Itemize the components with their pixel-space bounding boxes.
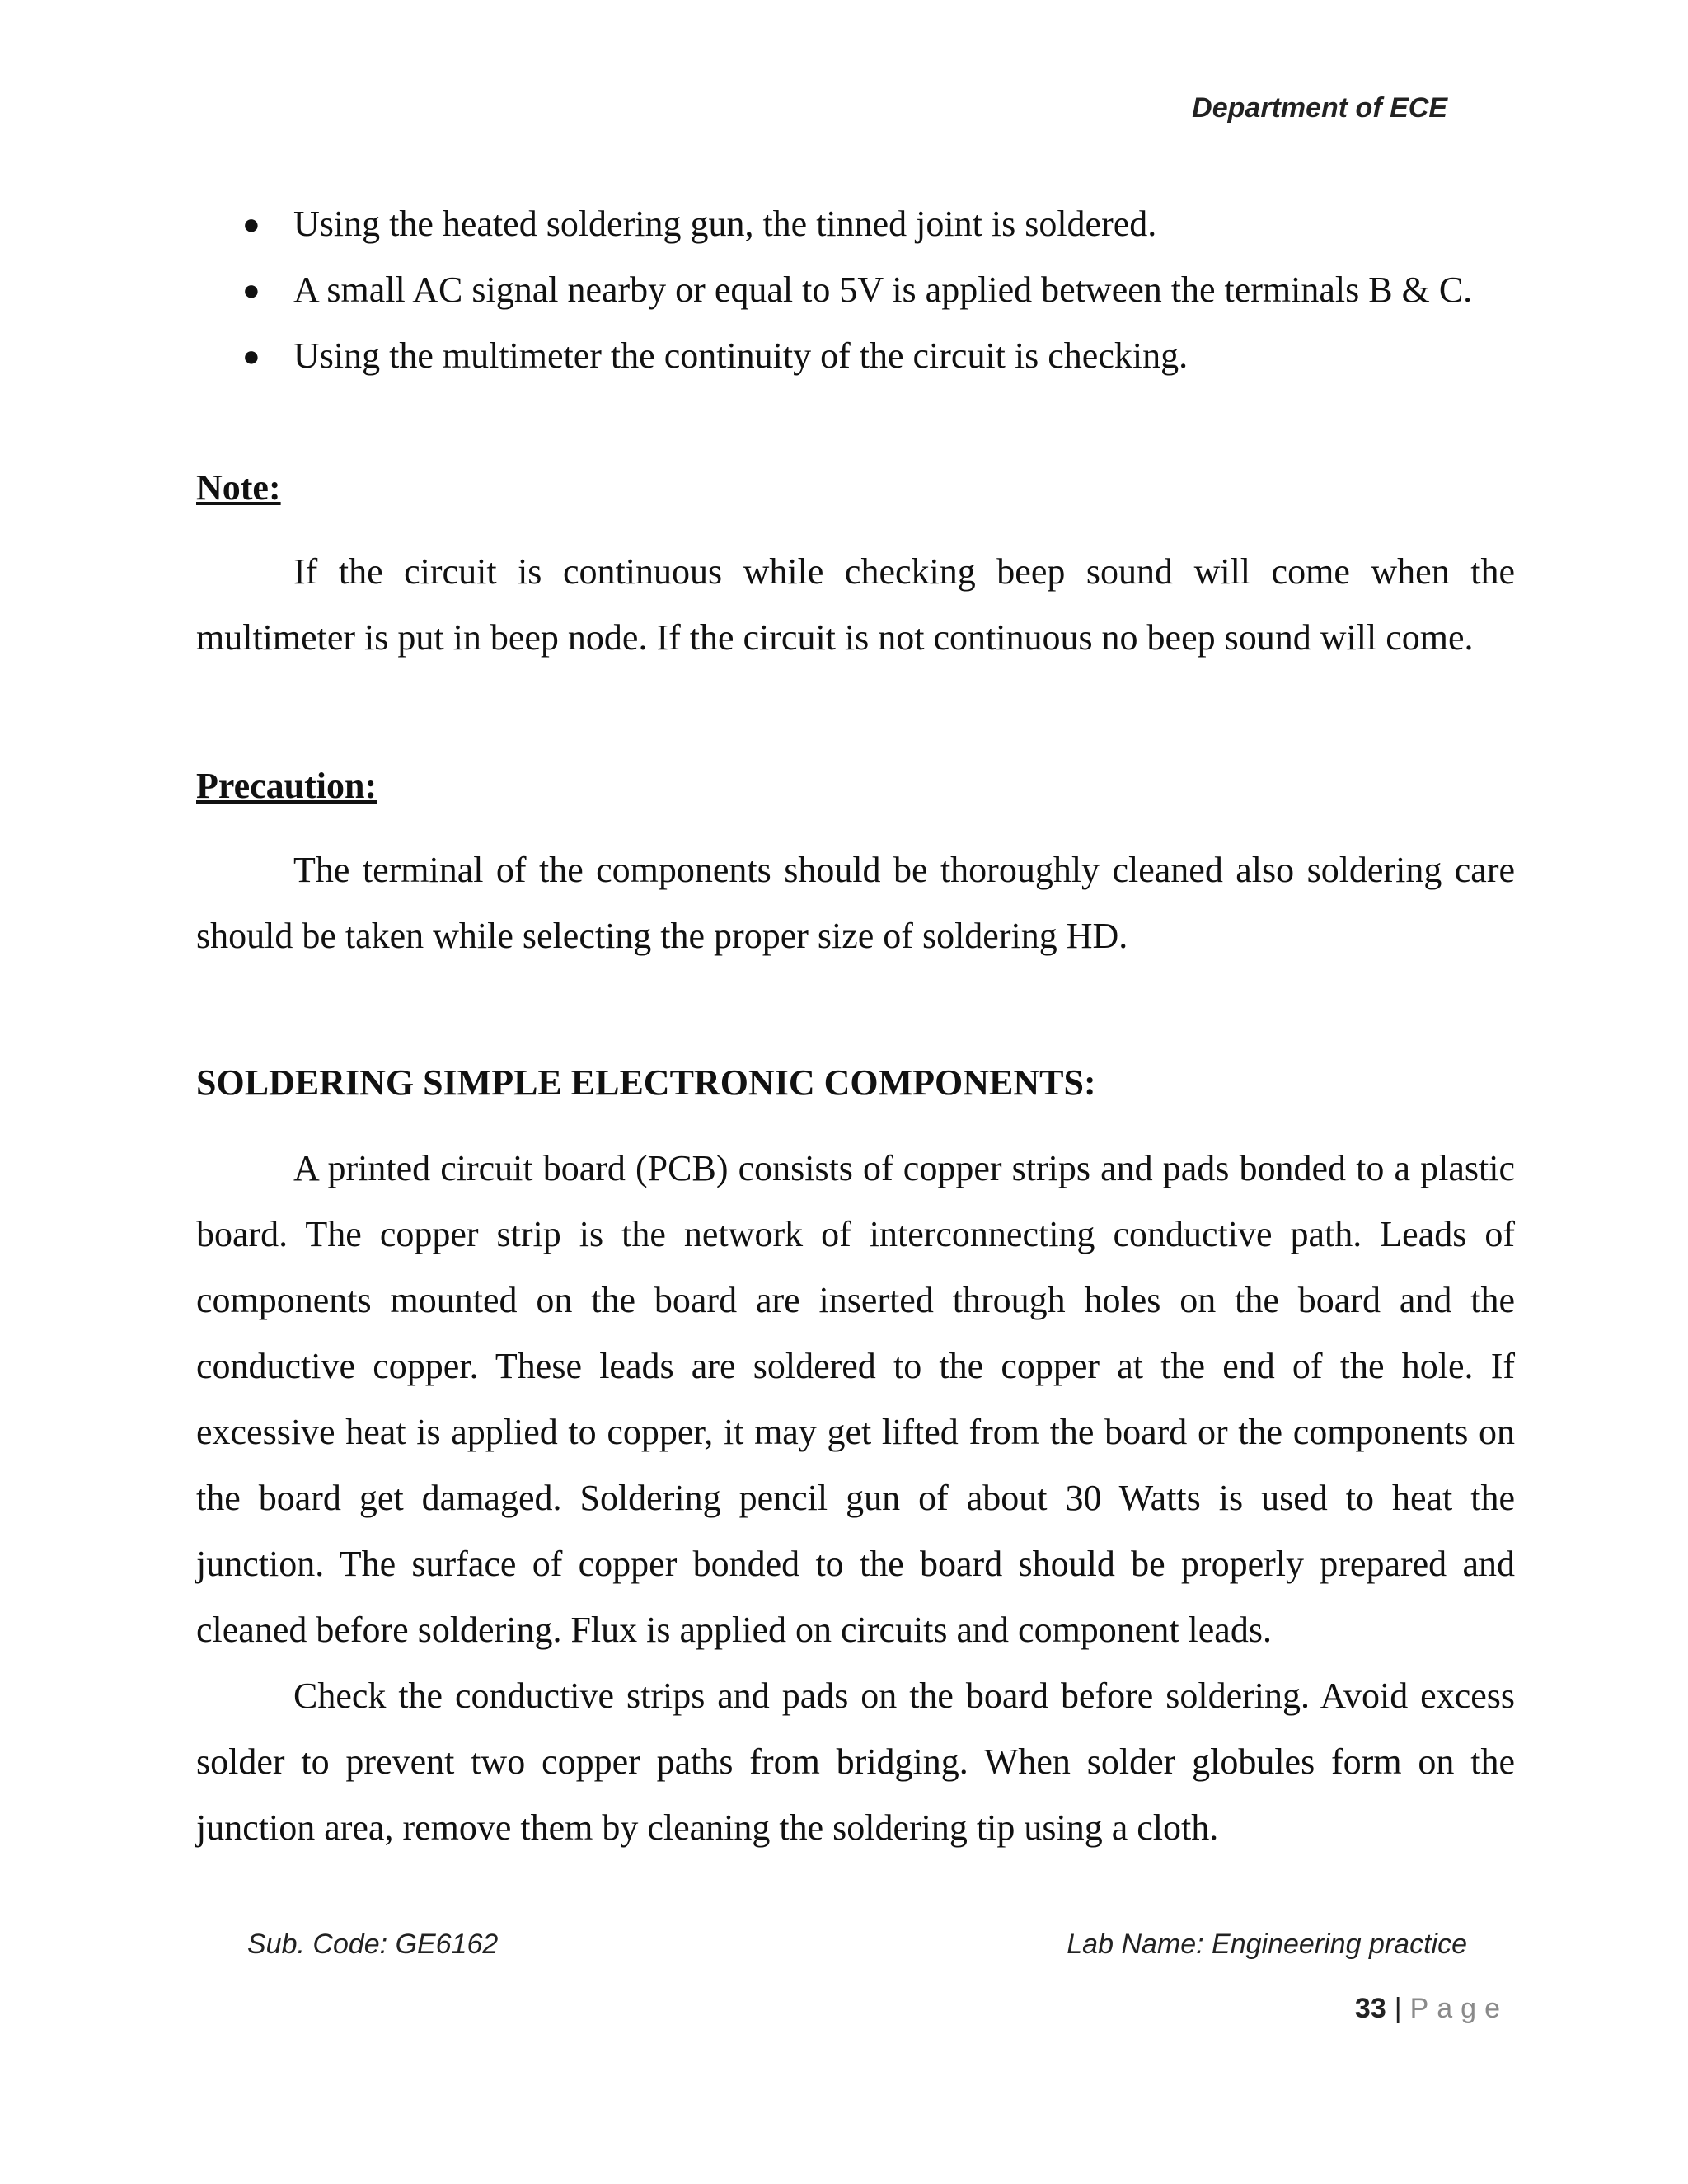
lab-name: Lab Name: Engineering practice [1067, 1929, 1467, 1960]
note-paragraph: If the circuit is continuous while checking beep sound will come when the multimeter is put in beep node. If the circuit is not continuous no beep sound will come. [196, 551, 1515, 658]
bullet-icon: ● [242, 340, 260, 373]
precaution-heading: Precaution: [196, 766, 377, 806]
list-item [196, 191, 1515, 257]
bullet-icon: ● [242, 274, 260, 307]
page-content [196, 191, 1515, 1861]
precaution-paragraph: The terminal of the components should be thoroughly cleaned also soldering care should be taken while selecting the proper size of soldering HD. [196, 850, 1515, 956]
step-text: Using the heated soldering gun, the tinned joint is soldered. [293, 204, 1157, 244]
list-item [196, 257, 1515, 323]
page-number-value: 33 [1354, 1993, 1386, 2024]
list-item [196, 323, 1515, 389]
department-header: Department of ECE [1192, 92, 1447, 124]
procedure-steps-list [196, 191, 1515, 389]
page-number-separator: | [1394, 1993, 1402, 2024]
step-text: Using the multimeter the continuity of the circuit is checking. [293, 335, 1189, 376]
page-word: Page [1409, 1993, 1508, 2024]
bullet-icon: ● [242, 208, 260, 241]
note-heading: Note: [196, 467, 281, 508]
section-title: SOLDERING SIMPLE ELECTRONIC COMPONENTS: [196, 1062, 1096, 1103]
page-number [1355, 1993, 1508, 2025]
soldering-paragraph-2: Check the conductive strips and pads on the board before soldering. Avoid excess solder to prevent two copper paths from bridging. When solder globules form on the junction area, remove them by cleaning the soldering tip using a cloth. [196, 1675, 1515, 1848]
step-text: A small AC signal nearby or equal to 5V is applied between the terminals B & C. [293, 269, 1473, 310]
subject-code: Sub. Code: GE6162 [247, 1929, 499, 1960]
soldering-paragraph-1: A printed circuit board (PCB) consists of copper strips and pads bonded to a plastic board. The copper strip is the network of interconnecting conductive path. Leads of components mounted on the board are inserted through holes on the board and the conductive copper. These leads are soldered to the copper at the end of the hole. If excessive heat is applied to copper, it may get lifted from the board or the components on the board get damaged. Soldering pencil gun of about 30 Watts is used to heat the junction. The surface of copper bonded to the board should be properly prepared and cleaned before soldering. Flux is applied on circuits and component leads. [196, 1148, 1515, 1650]
